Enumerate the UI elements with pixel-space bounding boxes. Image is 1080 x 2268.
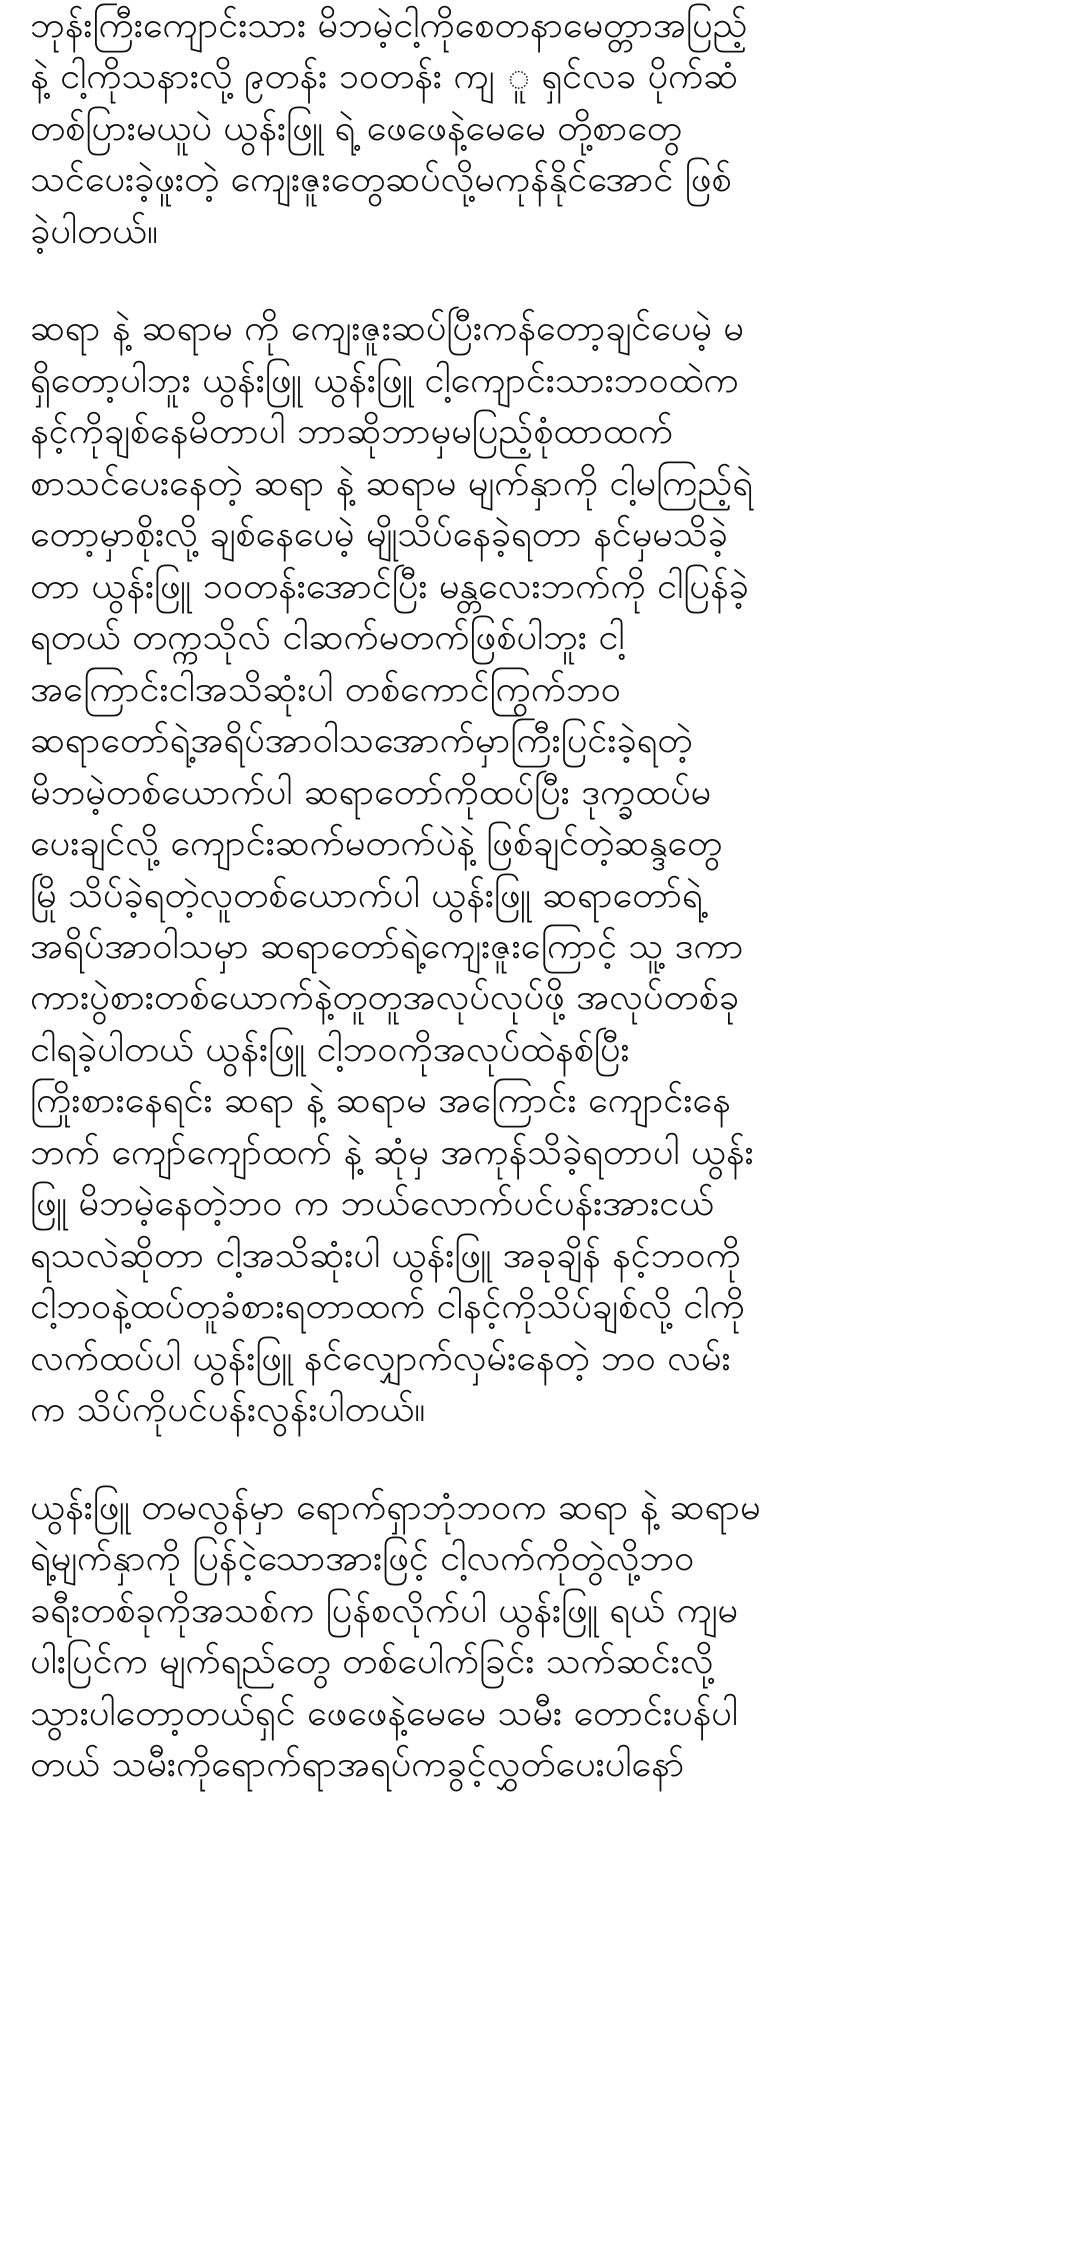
paragraph-3: ယွန်းဖြူ တမလွန်မှာ ရောက်ရှာဘုံဘဝက ဆရာ နဲ့ ဆရာမ ရဲ့မျက်နှာကို ပြန်ငဲ့သောအားဖြင့် ငါ့လက်ကိုတွဲလို့ဘဝ ခရီးတစ်ခုကိုအသစ်က ပြန်စလိုက်ပါ ယွန်းဖြူ ရယ် ကျမ ပါးပြင်က မျက်ရည်တွေ တစ်ပေါက်ခြင်း သက်ဆင်းလို့ သွားပါတော့တယ်ရှင် ဖေဖေနဲ့မေမေ သမီး တောင်းပန်ပါ တယ် သမီးကိုရောက်ရာအရပ်ကခွင့်လွှတ်ပေးပါနော် xyxy=(30,1486,761,1785)
paragraph-1: ဘုန်းကြီးကျောင်းသား မိဘမဲ့ငါ့ကိုစေတနာမေတ္တာအပြည့် နဲ့ ငါ့ကိုသနားလို့ ၉တန်း ၁၀တန်း ကျ ူ ရှင်လခ ပိုက်ဆံ တစ်ပြားမယူပဲ ယွန်းဖြူ ရဲ့ ဖေဖေနဲ့မေမေ တို့စာတွေ သင်ပေးခဲ့ဖူးတဲ့ ကျေးဇူးတွေဆပ်လို့မကုန်နိုင်အောင် ဖြစ် ခဲ့ပါတယ်။ xyxy=(30,5,748,252)
paragraph-2: ဆရာ နဲ့ ဆရာမ ကို ကျေးဇူးဆပ်ပြီးကန်တော့ချင်ပေမဲ့ မ ရှိတော့ပါဘူး ယွန်းဖြူ ယွန်းဖြူ ငါ့ကျောင်းသားဘဝထဲက နင့်ကိုချစ်နေမိတာပါ ဘာဆိုဘာမှမပြည့်စုံထာထက် စာသင်ပေးနေတဲ့ ဆရာ နဲ့ ဆရာမ မျက်နှာကို ငါ့မကြည့်ရဲ တော့မှာစိုးလို့ ချစ်နေပေမဲ့ မျိုသိပ်နေခဲ့ရတာ နင်မှမသိခဲ့ တာ ယွန်းဖြူ ၁၀တန်းအောင်ပြီး မန္တလေးဘက်ကို ငါပြန်ခဲ့ ရတယ် တက္ကသိုလ် ငါဆက်မတက်ဖြစ်ပါဘူး ငါ့ အကြောင်းငါအသိဆုံးပါ တစ်ကောင်ကြွက်ဘဝ ဆရာတော်ရဲ့အရိပ်အာဝါသအောက်မှာကြီးပြင်းခဲ့ရတဲ့ မိဘမဲ့တစ်ယောက်ပါ ဆရာတော်ကိုထပ်ပြီး ဒုက္ခထပ်မ ပေးချင်လို့ ကျောင်းဆက်မတက်ပဲနဲ့ ဖြစ်ချင်တဲ့ဆန္ဒတွေ မြို သိပ်ခဲ့ရတဲ့လူတစ်ယောက်ပါ ယွန်းဖြူ ဆရာတော်ရဲ့ အရိပ်အာဝါသမှာ ဆရာတော်ရဲ့ကျေးဇူးကြောင့် သူ့ ဒကာ ကားပွဲစားတစ်ယောက်နဲ့တူတူအလုပ်လုပ်ဖို့ အလုပ်တစ်ခု ငါရခဲ့ပါတယ် ယွန်းဖြူ ငါ့ဘဝကိုအလုပ်ထဲနစ်ပြီး ကြိုးစားနေရင်း ဆရာ နဲ့ ဆရာမ အကြောင်း ကျောင်းနေ ဘက် ကျော်ကျော်ထက် နဲ့ ဆုံမှ အကုန်သိခဲ့ရတာပါ ယွန်း ဖြူ မိဘမဲ့နေတဲ့ဘဝ က ဘယ်လောက်ပင်ပန်းအားငယ် ရသလဲဆိုတာ ငါ့အသိဆုံးပါ ယွန်းဖြူ အခုချိန် နင့်ဘဝကို ငါ့ဘဝနဲ့ထပ်တူခံစားရတာထက် ငါနင့်ကိုသိပ်ချစ်လို့ ငါကို လက်ထပ်ပါ ယွန်းဖြူ နင်လျှောက်လှမ်းနေတဲ့ ဘဝ လမ်း က သိပ်ကိုပင်ပန်းလွန်းပါတယ်။ xyxy=(30,308,754,1431)
article-body xyxy=(30,0,1060,1790)
